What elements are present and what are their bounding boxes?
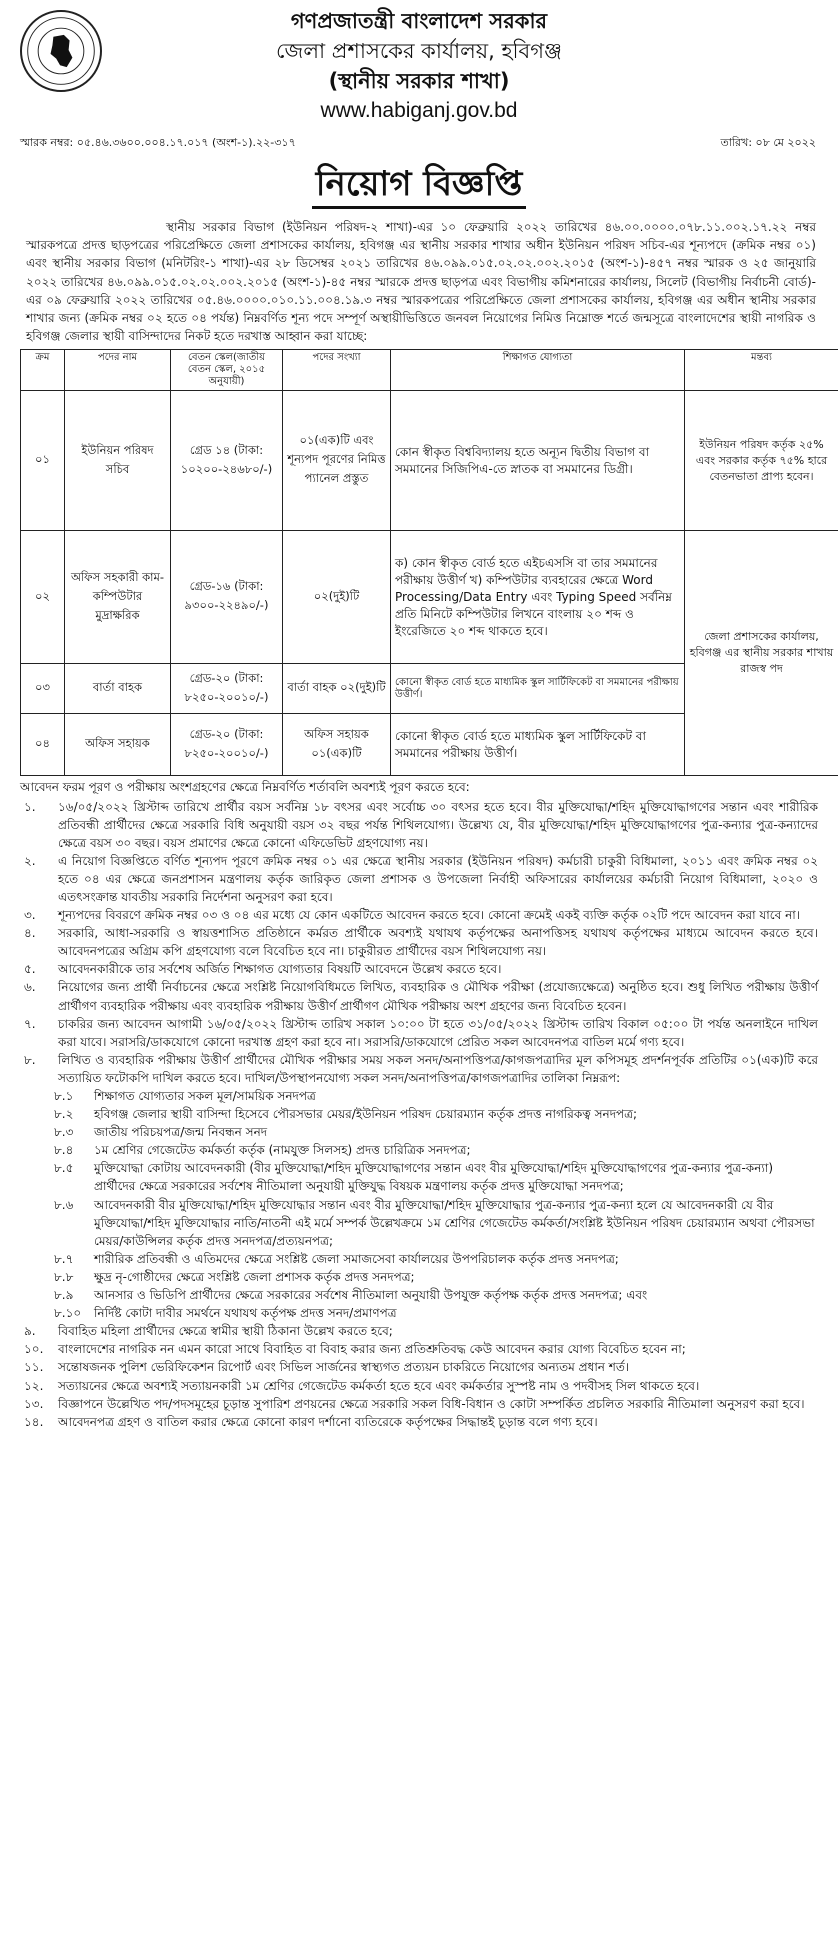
sub-condition-number: ৮.৮ (54, 1269, 74, 1284)
col-header-qualification: শিক্ষাগত যোগ্যতা (391, 350, 685, 391)
reference-line (8, 134, 830, 152)
condition-text: এ নিয়োগ বিজ্ঞপ্তিতে বর্ণিত শূন্যপদ পূরণে ক্রমিক নম্বর ০১ এর ক্ষেত্রে স্থানীয় সরকার (ইউনিয়ন পরিষদ) কর্মচারী চাকুরী বিধিমালা, ২০১১ এবং ক্রমিক নম্বর ০২ হতে ০৪ এর ক্ষেত্রে জনপ্রশাসন মন্ত্রণালয় কর্তৃক জারিকৃত জেলা প্রশাসক ও উপজেলা নির্বাহী অফিসারের কার্যালয়ের কর্মচারী নিয়োগ বিধিমালা, ২০২০ ও এতৎসংক্রান্ত যাবতীয় সরকারি নির্দেশনা অনুসরণ করা হবে। (58, 853, 818, 904)
col-header-scale: বেতন স্কেল(জাতীয় বেতন স্কেল, ২০১৫ অনুযায়ী) (171, 350, 283, 391)
condition-item (20, 1358, 818, 1376)
government-seal-icon (20, 10, 102, 92)
cell-qualification: কোন স্বীকৃত বিশ্ববিদ্যালয় হতে অন্যূন দ্বিতীয় বিভাগ বা সমমানের সিজিপিএ-তে স্নাতক বা সমমানের ডিগ্রী। (391, 391, 685, 531)
condition-number: ১৩. (24, 1396, 44, 1411)
sub-condition-text: আবেদনকারী বীর মুক্তিযোদ্ধা/শহিদ মুক্তিযোদ্ধার সন্তান এবং বীর মুক্তিযোদ্ধা/শহিদ মুক্তিযোদ্ধার পুত্র-কন্যার পুত্র-কন্যা হলে যে আবেদনকারী যে বীর মুক্তিযোদ্ধা/শহিদ মুক্তিযোদ্ধার নাতি/নাতনী এই মর্মে সম্পর্ক উল্লেখক্রমে ১ম শ্রেণির গেজেটেড কর্মকর্তা/সংশ্লিষ্ট ইউনিয়ন পরিষদ চেয়ারম্যান অথবা পৌরসভা মেয়র/কাউন্সিলর কর্তৃক প্রদত্ত সনদপত্র/প্রত্যয়নপত্র; (94, 1197, 815, 1248)
condition-text: সত্যায়নের ক্ষেত্রে অবশ্যই সত্যায়নকারী ১ম শ্রেণির গেজেটেড কর্মকর্তা হতে হবে এবং কর্মকর্তার সুস্পষ্ট নাম ও পদবীসহ সিল থাকতে হবে। (58, 1378, 700, 1393)
sub-condition-number: ৮.১০ (54, 1306, 82, 1321)
table-row (21, 391, 838, 531)
sub-condition-text: নির্দিষ্ট কোটা দাবীর সমর্থনে যথাযথ কর্তৃপক্ষ প্রদত্ত সনদ/প্রমাণপত্র (94, 1306, 397, 1321)
vacancy-table (20, 349, 838, 776)
sub-condition-number: ৮.৬ (54, 1197, 74, 1212)
condition-item (20, 1015, 818, 1051)
cell-scale: গ্রেড-১৬ (টাকা: ৯৩০০-২২৪৯০/-) (171, 531, 283, 664)
notice-date: তারিখ: ০৮ মে ২০২২ (720, 136, 816, 149)
condition-item (20, 1322, 818, 1340)
sub-condition-item (20, 1286, 818, 1304)
sub-condition-number: ৮.১ (54, 1089, 74, 1104)
condition-text: সরকারি, আধা-সরকারি ও স্বায়ত্তশাসিত প্রতিষ্ঠানে কর্মরত প্রার্থীকে অবশ্যই যথাযথ কর্তৃপক্ষের অনাপত্তিসহ যথাযথ কর্তৃপক্ষের মাধ্যমে আবেদন করতে হবে। আবেদনপত্রের অগ্রিম কপি গ্রহণযোগ্য বলে বিবেচিত হবে না। চাকুরীরত প্রার্থীদের বয়স শিথিলযোগ্য নয়। (58, 926, 818, 959)
condition-number: ১০. (24, 1342, 44, 1357)
sub-condition-item (20, 1196, 818, 1250)
sub-condition-text: শারীরিক প্রতিবন্ধী ও এতিমদের ক্ষেত্রে সংশ্লিষ্ট জেলা সমাজসেবা কার্যালয়ের উপপরিচালক কর্তৃক প্রদত্ত সনদপত্র; (94, 1251, 619, 1266)
table-header-row (21, 350, 838, 391)
col-header-serial: ক্রম (21, 350, 65, 391)
condition-item (20, 1051, 818, 1087)
condition-text: বিজ্ঞাপনে উল্লেখিত পদ/পদসমূহের চূড়ান্ত সুপারিশ প্রণয়নের ক্ষেত্রে সরকারি সকল বিধি-বিধান ও কোটা সম্পর্কিত প্রচলিত সরকারি নীতিমালা অনুসরণ করা হবে। (58, 1396, 805, 1411)
sub-condition-text: হবিগঞ্জ জেলার স্থায়ী বাসিন্দা হিসেবে পৌরসভার মেয়র/ইউনিয়ন পরিষদ চেয়ারম্যান কর্তৃক প্রদত্ত নাগরিকত্ব সনদপত্র; (94, 1107, 638, 1122)
condition-number: ৭. (24, 1016, 36, 1031)
conditions-section (8, 776, 830, 1430)
sub-condition-text: মুক্তিযোদ্ধা কোটায় আবেদনকারী (বীর মুক্তিযোদ্ধা/শহিদ মুক্তিযোদ্ধাগণের সন্তান এবং বীর মুক্তিযোদ্ধা/শহিদ মুক্তিযোদ্ধাগণের পুত্র-কন্যার পুত্র-কন্যা) প্রার্থীদের ক্ষেত্রে সরকারের সর্বশেষ নীতিমালা অনুযায়ী মুক্তিযুদ্ধ বিষয়ক মন্ত্রণালয় কর্তৃক প্রদত্ত মুক্তিযোদ্ধা সনদপত্র; (94, 1161, 774, 1194)
condition-item (20, 1340, 818, 1358)
condition-item (20, 1395, 818, 1413)
cell-serial: ০১ (21, 391, 65, 531)
govt-name: গণপ্রজাতন্ত্রী বাংলাদেশ সরকার (290, 9, 548, 33)
sub-condition-item (20, 1123, 818, 1141)
col-header-post: পদের নাম (65, 350, 171, 391)
cell-post: ইউনিয়ন পরিষদ সচিব (65, 391, 171, 531)
sub-condition-item (20, 1304, 818, 1322)
cell-qualification: ক) কোন স্বীকৃত বোর্ড হতে এইচএসসি বা তার সমমানের পরীক্ষায় উত্তীর্ণ খ) কম্পিউটার ব্যবহারের ক্ষেত্রে Word Processing/Data Entry এবং Typing Speed সর্বনিম্ন প্রতি মিনিটে কম্পিউটার লিখনে বাংলায় ২০ শব্দ ও ইংরেজিতে ২০ শব্দ থাকতে হবে। (391, 531, 685, 664)
sub-condition-item (20, 1087, 818, 1105)
cell-serial: ০৪ (21, 714, 65, 776)
condition-text: সন্তোষজনক পুলিশ ভেরিফিকেশন রিপোর্ট এবং সিভিল সার্জনের স্বাস্থ্যগত প্রত্যয়ন চাকরিতে নিয়োগের অন্যতম প্রধান শর্ত। (58, 1360, 630, 1375)
office-name: জেলা প্রশাসকের কার্যালয়, হবিগঞ্জ (276, 39, 562, 63)
cell-scale: গ্রেড-২০ (টাকা: ৮২৫০-২০০১০/-) (171, 664, 283, 714)
sub-condition-item (20, 1141, 818, 1159)
sub-condition-item (20, 1105, 818, 1123)
condition-number: ৯. (24, 1324, 36, 1339)
intro-paragraph: স্থানীয় সরকার বিভাগ (ইউনিয়ন পরিষদ-২ শাখা)-এর ১০ ফেব্রুয়ারি ২০২২ তারিখের ৪৬.০০.০০০০.০৭৮.১১.০০২.১৭.২২ নম্বর স্মারকপত্রে প্রদত্ত ছাড়পত্রের পরিপ্রেক্ষিতে জেলা প্রশাসকের কার্যালয়, হবিগঞ্জ এর স্থানীয় সরকার শাখার অধীন ইউনিয়ন পরিষদ সচিব-এর শূন্যপদে (ক্রমিক নম্বর ০১) এবং স্থানীয় সরকার বিভাগ (মনিটরিং-১ শাখা)-এর ২৮ ডিসেম্বর ২০২১ তারিখের ৪৬.০৯৯.০১৫.০২.০২.০০২.২০১৫ (অংশ-১)-৪৫৭ নম্বর স্মারক ও ২৫ জানুয়ারি ২০২২ তারিখের ৪৬.০৯৯.০১৫.০২.০২.০০২.২০১৫ (অংশ-১)-৪৫ নম্বর স্মারকে প্রদত্ত ছাড়পত্র এবং বিভাগীয় কমিশনারের কার্যালয়, সিলেট (বিভাগীয় নির্বাচনী বোর্ড)-এর ০৯ ফেব্রুয়ারি ২০২২ তারিখের ০৫.৪৬.০০০০.০১০.১১.০০৪.১৯.৩ নম্বর স্মারকপত্রের পরিপ্রেক্ষিতে জেলা প্রশাসকের কার্যালয়, হবিগঞ্জ এর অধীন স্থানীয় সরকার শাখার জন্য (ক্রমিক নম্বর ০২ হতে ০৪ পর্যন্ত) নিম্নবর্ণিত শূন্য পদে সম্পূর্ণ অস্থায়ীভিত্তিতে জনবল নিয়োগের নিমিত্ত নিম্নোক্ত শর্তে জন্মসূত্রে বাংলাদেশের স্থায়ী নাগরিক ও হবিগঞ্জ জেলার স্থায়ী বাসিন্দাদের নিকট হতে দরখাস্ত আহ্বান করা যাচ্ছে: (26, 220, 816, 344)
cell-count: ০১(এক)টি এবং শূন্যপদ পূরণের নিমিত্ত প্যানেল প্রস্তুত (283, 391, 391, 531)
condition-number: ১১. (24, 1360, 44, 1375)
condition-item (20, 924, 818, 960)
cell-post: অফিস সহায়ক (65, 714, 171, 776)
condition-text: নিয়োগের জন্য প্রার্থী নির্বাচনের ক্ষেত্রে সংশ্লিষ্ট নিয়োগবিধিমতে লিখিত, ব্যবহারিক ও মৌখিক পরীক্ষা (প্রযোজ্যক্ষেত্রে) অনুষ্ঠিত হবে। শুধু লিখিত পরীক্ষায় উত্তীর্ণ প্রার্থীগণ ব্যবহারিক পরীক্ষায় এবং ব্যবহারিক পরীক্ষায় উত্তীর্ণ প্রার্থীগণ মৌখিক পরীক্ষায় অংশ গ্রহণের জন্য বিবেচিত হবেন। (58, 980, 818, 1013)
condition-number: ২. (24, 853, 36, 868)
notice-title: নিয়োগ বিজ্ঞপ্তি (312, 162, 527, 209)
cell-qualification: কোনো স্বীকৃত বোর্ড হতে মাধ্যমিক স্কুল সার্টিফিকেট বা সমমানের পরীক্ষায় উত্তীর্ণ। (391, 714, 685, 776)
condition-item (20, 1377, 818, 1395)
sub-condition-number: ৮.২ (54, 1107, 74, 1122)
cell-serial: ০২ (21, 531, 65, 664)
condition-item (20, 798, 818, 852)
condition-text: ১৬/০৫/২০২২ খ্রিস্টাব্দ তারিখে প্রার্থীর বয়স সর্বনিম্ন ১৮ বৎসর এবং সর্বোচ্চ ৩০ বৎসর হতে হবে। বীর মুক্তিযোদ্ধা/শহিদ মুক্তিযোদ্ধাগণের সন্তান এবং শারীরিক প্রতিবন্ধী প্রার্থীদের ক্ষেত্রে সরকারি বিধি অনুযায়ী বয়স ৩২ বছর পর্যন্ত শিথিলযোগ্য। উল্লেখ্য যে, বীর মুক্তিযোদ্ধা/শহিদ মুক্তিযোদ্ধাগণের পুত্র-কন্যার পুত্র-কন্যাদের ক্ষেত্রে বয়স ৩০ বছর। বয়স প্রমাণের ক্ষেত্রে কোনো এফিডেভিট গ্রহণযোগ্য নয়। (58, 799, 818, 850)
sub-condition-item (20, 1268, 818, 1286)
sub-condition-number: ৮.৫ (54, 1161, 74, 1176)
sub-condition-item (20, 1250, 818, 1268)
sub-condition-item (20, 1159, 818, 1195)
cell-count: বার্তা বাহক ০২(দুই)টি (283, 664, 391, 714)
sub-condition-text: শিক্ষাগত যোগ্যতার সকল মূল/সাময়িক সনদপত্র (94, 1089, 316, 1104)
cell-count: ০২(দুই)টি (283, 531, 391, 664)
condition-item (20, 978, 818, 1014)
cell-serial: ০৩ (21, 664, 65, 714)
table-row (21, 531, 838, 664)
condition-item (20, 852, 818, 906)
cell-count: অফিস সহায়ক ০১(এক)টি (283, 714, 391, 776)
conditions-lead: আবেদন ফরম পূরণ ও পরীক্ষায় অংশগ্রহণের ক্ষেত্রে নিম্নবর্ণিত শর্তাবলি অবশ্যই পূরণ করতে হবে: (20, 780, 470, 795)
condition-text: চাকরির জন্য আবেদন আগামী ১৬/০৫/২০২২ খ্রিস্টাব্দ তারিখ সকাল ১০:০০ টা হতে ৩১/০৫/২০২২ খ্রিস্টাব্দ তারিখ বিকাল ০৫:০০ টা পর্যন্ত অনলাইনে দাখিল করা যাবে। সরাসরি/ডাকযোগে কোনো দরখাস্ত গ্রহণ করা হবে না। সরাসরি/ডাকযোগে প্রেরিত সকল আবেদনপত্র বাতিল মর্মে গণ্য হবে। (58, 1016, 818, 1049)
cell-post: অফিস সহকারী কাম-কম্পিউটার মুদ্রাক্ষরিক (65, 531, 171, 664)
condition-text: বাংলাদেশের নাগরিক নন এমন কারো সাথে বিবাহিত বা বিবাহ করার জন্য প্রতিশ্রুতিবদ্ধ কেউ আবেদন করার যোগ্য বিবেচিত হবেন না; (58, 1342, 686, 1357)
sub-condition-number: ৮.৯ (54, 1288, 74, 1303)
condition-number: ৩. (24, 908, 36, 923)
col-header-remark: মন্তব্য (685, 350, 838, 391)
cell-remark: ইউনিয়ন পরিষদ কর্তৃক ২৫% এবং সরকার কর্তৃক ৭৫% হারে বেতনভাতা প্রাপ্য হবেন। (685, 391, 838, 531)
condition-number: ৬. (24, 980, 36, 995)
condition-number: ৮. (24, 1052, 36, 1067)
condition-number: ১. (24, 799, 36, 814)
condition-number: ৪. (24, 926, 36, 941)
letterhead (8, 6, 830, 134)
sub-condition-text: ক্ষুদ্র নৃ-গোষ্ঠীদের ক্ষেত্রে সংশ্লিষ্ট জেলা প্রশাসক কর্তৃক প্রদত্ত সনদপত্র; (94, 1269, 415, 1284)
website-link[interactable]: www.habiganj.gov.bd (320, 99, 518, 122)
condition-text: আবেদনপত্র গ্রহণ ও বাতিল করার ক্ষেত্রে কোনো কারণ দর্শানো ব্যতিরেকে কর্তৃপক্ষের সিদ্ধান্তই চূড়ান্ত বলে গণ্য হবে। (58, 1414, 598, 1429)
memo-number: স্মারক নম্বর: ০৫.৪৬.৩৬০০.০০৪.১৭.০১৭ (অংশ-১).২২-৩১৭ (20, 136, 296, 149)
condition-number: ১২. (24, 1378, 44, 1393)
sub-condition-text: জাতীয় পরিচয়পত্র/জন্ম নিবন্ধন সনদ (94, 1125, 268, 1140)
cell-qualification: কোনো স্বীকৃত বোর্ড হতে মাধ্যমিক স্কুল সার্টিফিকেট বা সমমানের পরীক্ষায় উত্তীর্ণ। (391, 664, 685, 714)
condition-text: শূন্যপদের বিবরণে ক্রমিক নম্বর ০৩ ও ০৪ এর মধ্যে যে কোন একটিতে আবেদন করতে হবে। কোনো ক্রমেই একই ব্যক্তি কর্তৃক ০২টি পদে আবেদন করা যাবে না। (58, 908, 801, 923)
condition-item (20, 906, 818, 924)
condition-item (20, 1413, 818, 1431)
cell-post: বার্তা বাহক (65, 664, 171, 714)
condition-number: ৫. (24, 962, 36, 977)
col-header-count: পদের সংখ্যা (283, 350, 391, 391)
sub-condition-number: ৮.৪ (54, 1143, 74, 1158)
sub-condition-text: আনসার ও ভিডিপি প্রার্থীদের ক্ষেত্রে সরকারের সর্বশেষ নীতিমালা অনুযায়ী উপযুক্ত কর্তৃপক্ষ কর্তৃক প্রদত্ত সনদপত্র; এবং (94, 1288, 648, 1303)
condition-item (20, 960, 818, 978)
sub-condition-number: ৮.৩ (54, 1125, 74, 1140)
sub-condition-text: ১ম শ্রেণির গেজেটেড কর্মকর্তা কর্তৃক (নামযুক্ত সিলসহ) প্রদত্ত চারিত্রিক সনদপত্র; (94, 1143, 471, 1158)
condition-text: লিখিত ও ব্যবহারিক পরীক্ষায় উত্তীর্ণ প্রার্থীদের মৌখিক পরীক্ষার সময় সকল সনদ/অনাপত্তিপত্র/কাগজপত্রাদির মূল কপিসমূহ প্রদর্শনপূর্বক প্রতিটির ০১(এক)টি করে সত্যায়িত ফটোকপি দাখিল করতে হবে। দাখিল/উপস্থাপনযোগ্য সকল সনদ/অনাপত্তিপত্র/কাগজপত্রাদির তালিকা নিম্নরূপ: (58, 1052, 818, 1085)
cell-scale: গ্রেড ১৪ (টাকা: ১০২০০-২৪৬৮০/-) (171, 391, 283, 531)
branch-name: (স্থানীয় সরকার শাখা) (328, 69, 510, 93)
condition-text: আবেদনকারীকে তার সর্বশেষ অর্জিত শিক্ষাগত যোগ্যতার বিষয়টি আবেদনে উল্লেখ করতে হবে। (58, 962, 502, 977)
condition-text: বিবাহিত মহিলা প্রার্থীদের ক্ষেত্রে স্বামীর স্থায়ী ঠিকানা উল্লেখ করতে হবে; (58, 1324, 393, 1339)
sub-condition-number: ৮.৭ (54, 1251, 74, 1266)
cell-remark-revenue: জেলা প্রশাসকের কার্যালয়, হবিগঞ্জ এর স্থানীয় সরকার শাখায় রাজস্ব পদ (685, 531, 838, 776)
cell-scale: গ্রেড-২০ (টাকা: ৮২৫০-২০০১০/-) (171, 714, 283, 776)
condition-number: ১৪. (24, 1414, 44, 1429)
